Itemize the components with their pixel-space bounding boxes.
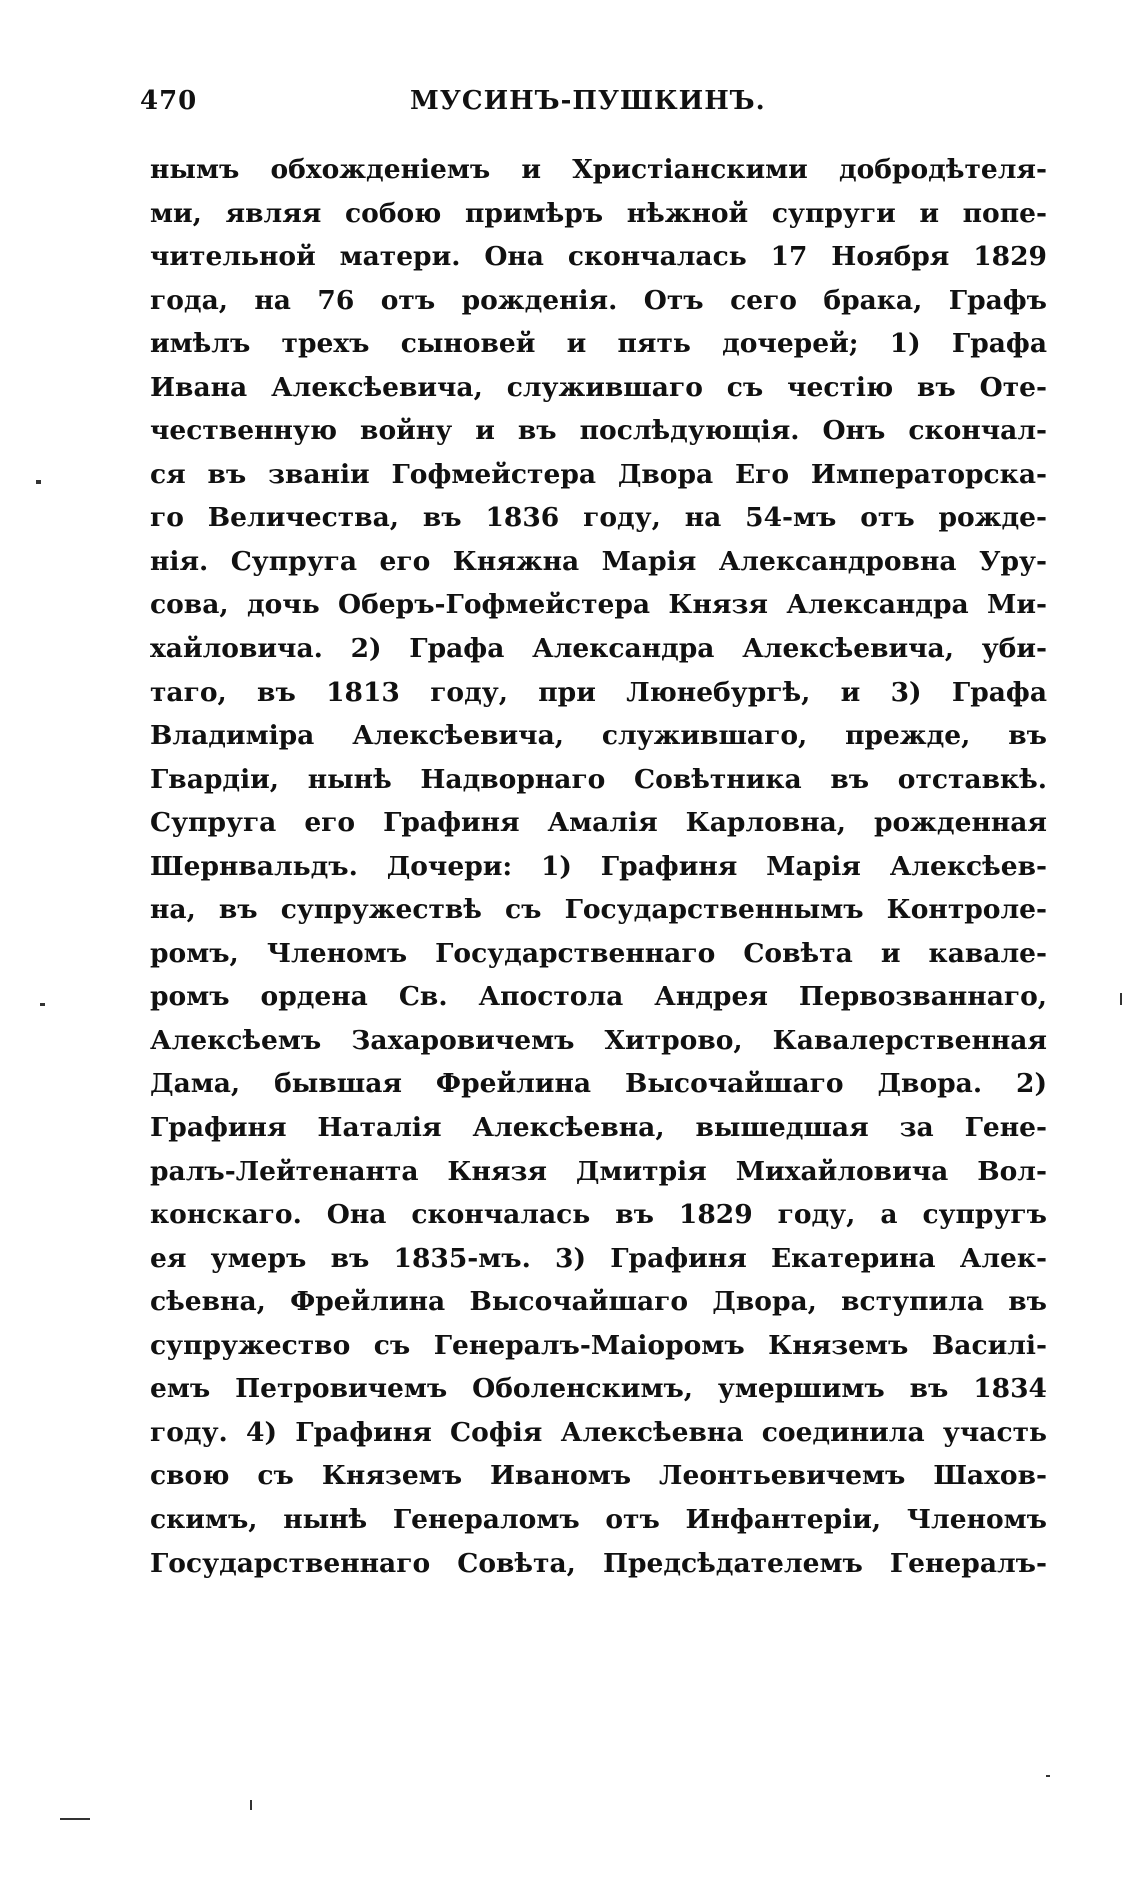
text-line: конскаго. Она скончалась въ 1829 году, а супругъ	[150, 1199, 1047, 1231]
text-line: Шернвальдъ. Дочери: 1) Графиня Марія Алексѣев-	[150, 850, 1047, 882]
text-line: го Величества, въ 1836 году, на 54-мъ отъ рожде-	[150, 502, 1047, 534]
text-line: Алексѣемъ Захаровичемъ Хитрово, Кавалерственная	[150, 1024, 1047, 1056]
running-head: МУСИНЪ-ПУШКИНЪ.	[410, 86, 766, 116]
text-line: ся въ званіи Гофмейстера Двора Его Императорска-	[150, 458, 1047, 490]
text-line: супружество съ Генералъ-Маіоромъ Княземъ Василі-	[150, 1329, 1047, 1361]
text-line: Владиміра Алексѣевича, служившаго, прежде, въ	[150, 720, 1047, 752]
text-line: Дама, бывшая Фрейлина Высочайшаго Двора. 2)	[150, 1068, 1047, 1100]
text-line: Графиня Наталія Алексѣевна, вышедшая за Гене-	[150, 1112, 1047, 1144]
text-line: нымъ обхожденіемъ и Христіанскими добродѣтеля-	[150, 154, 1047, 185]
scan-mark	[1120, 993, 1122, 1005]
scan-mark	[250, 1800, 252, 1810]
text-line: чительной матери. Она скончалась 17 Ноября 1829	[150, 241, 1047, 273]
page-header	[140, 86, 1040, 126]
body-text	[150, 148, 1047, 1585]
text-line: нія. Супруга его Княжна Марія Александровна Уру-	[150, 545, 1047, 577]
page-number: 470	[140, 86, 198, 116]
scan-mark	[40, 1003, 45, 1006]
text-line: имѣлъ трехъ сыновей и пять дочерей; 1) Графа	[150, 328, 1047, 360]
scan-mark	[60, 1818, 90, 1820]
text-line: Государственнаго Совѣта, Предсѣдателемъ Генералъ-	[150, 1547, 1047, 1579]
text-line: свою съ Княземъ Иваномъ Леонтьевичемъ Шахов-	[150, 1460, 1047, 1492]
text-line: ея умеръ въ 1835-мъ. 3) Графиня Екатерина Алек-	[150, 1242, 1047, 1274]
text-line: хайловича. 2) Графа Александра Алексѣевича, уби-	[150, 633, 1047, 665]
text-line: Ивана Алексѣевича, служившаго съ честію въ Оте-	[150, 371, 1047, 403]
text-line: ромъ, Членомъ Государственнаго Совѣта и кавале-	[150, 937, 1047, 969]
scan-mark	[36, 480, 41, 484]
text-line: ралъ-Лейтенанта Князя Дмитрія Михайловича Вол-	[150, 1155, 1047, 1187]
text-line: скимъ, нынѣ Генераломъ отъ Инфантеріи, Членомъ	[150, 1503, 1047, 1535]
text-line: на, въ супружествѣ съ Государственнымъ Контроле-	[150, 894, 1047, 926]
text-line: ромъ ордена Св. Апостола Андрея Первозваннаго,	[150, 981, 1047, 1013]
text-line: таго, въ 1813 году, при Люнебургѣ, и 3) Графа	[150, 676, 1047, 708]
text-line: сова, дочь Оберъ-Гофмейстера Князя Александра Ми-	[150, 589, 1047, 621]
text-line: емъ Петровичемъ Оболенскимъ, умершимъ въ 1834	[150, 1373, 1047, 1405]
scan-mark	[1046, 1775, 1050, 1777]
text-line: году. 4) Графиня Софія Алексѣевна соединила участь	[150, 1416, 1047, 1448]
text-line: ми, являя собою примѣръ нѣжной супруги и попе-	[150, 197, 1047, 229]
text-line: чественную войну и въ послѣдующія. Онъ скончал-	[150, 415, 1047, 447]
text-line: Гвардіи, нынѣ Надворнаго Совѣтника въ отставкѣ.	[150, 763, 1047, 795]
text-line: Супруга его Графиня Амалія Карловна, рожденная	[150, 807, 1047, 839]
text-line: года, на 76 отъ рожденія. Отъ сего брака, Графъ	[150, 284, 1047, 316]
text-line: сѣевна, Фрейлина Высочайшаго Двора, вступила въ	[150, 1286, 1047, 1318]
